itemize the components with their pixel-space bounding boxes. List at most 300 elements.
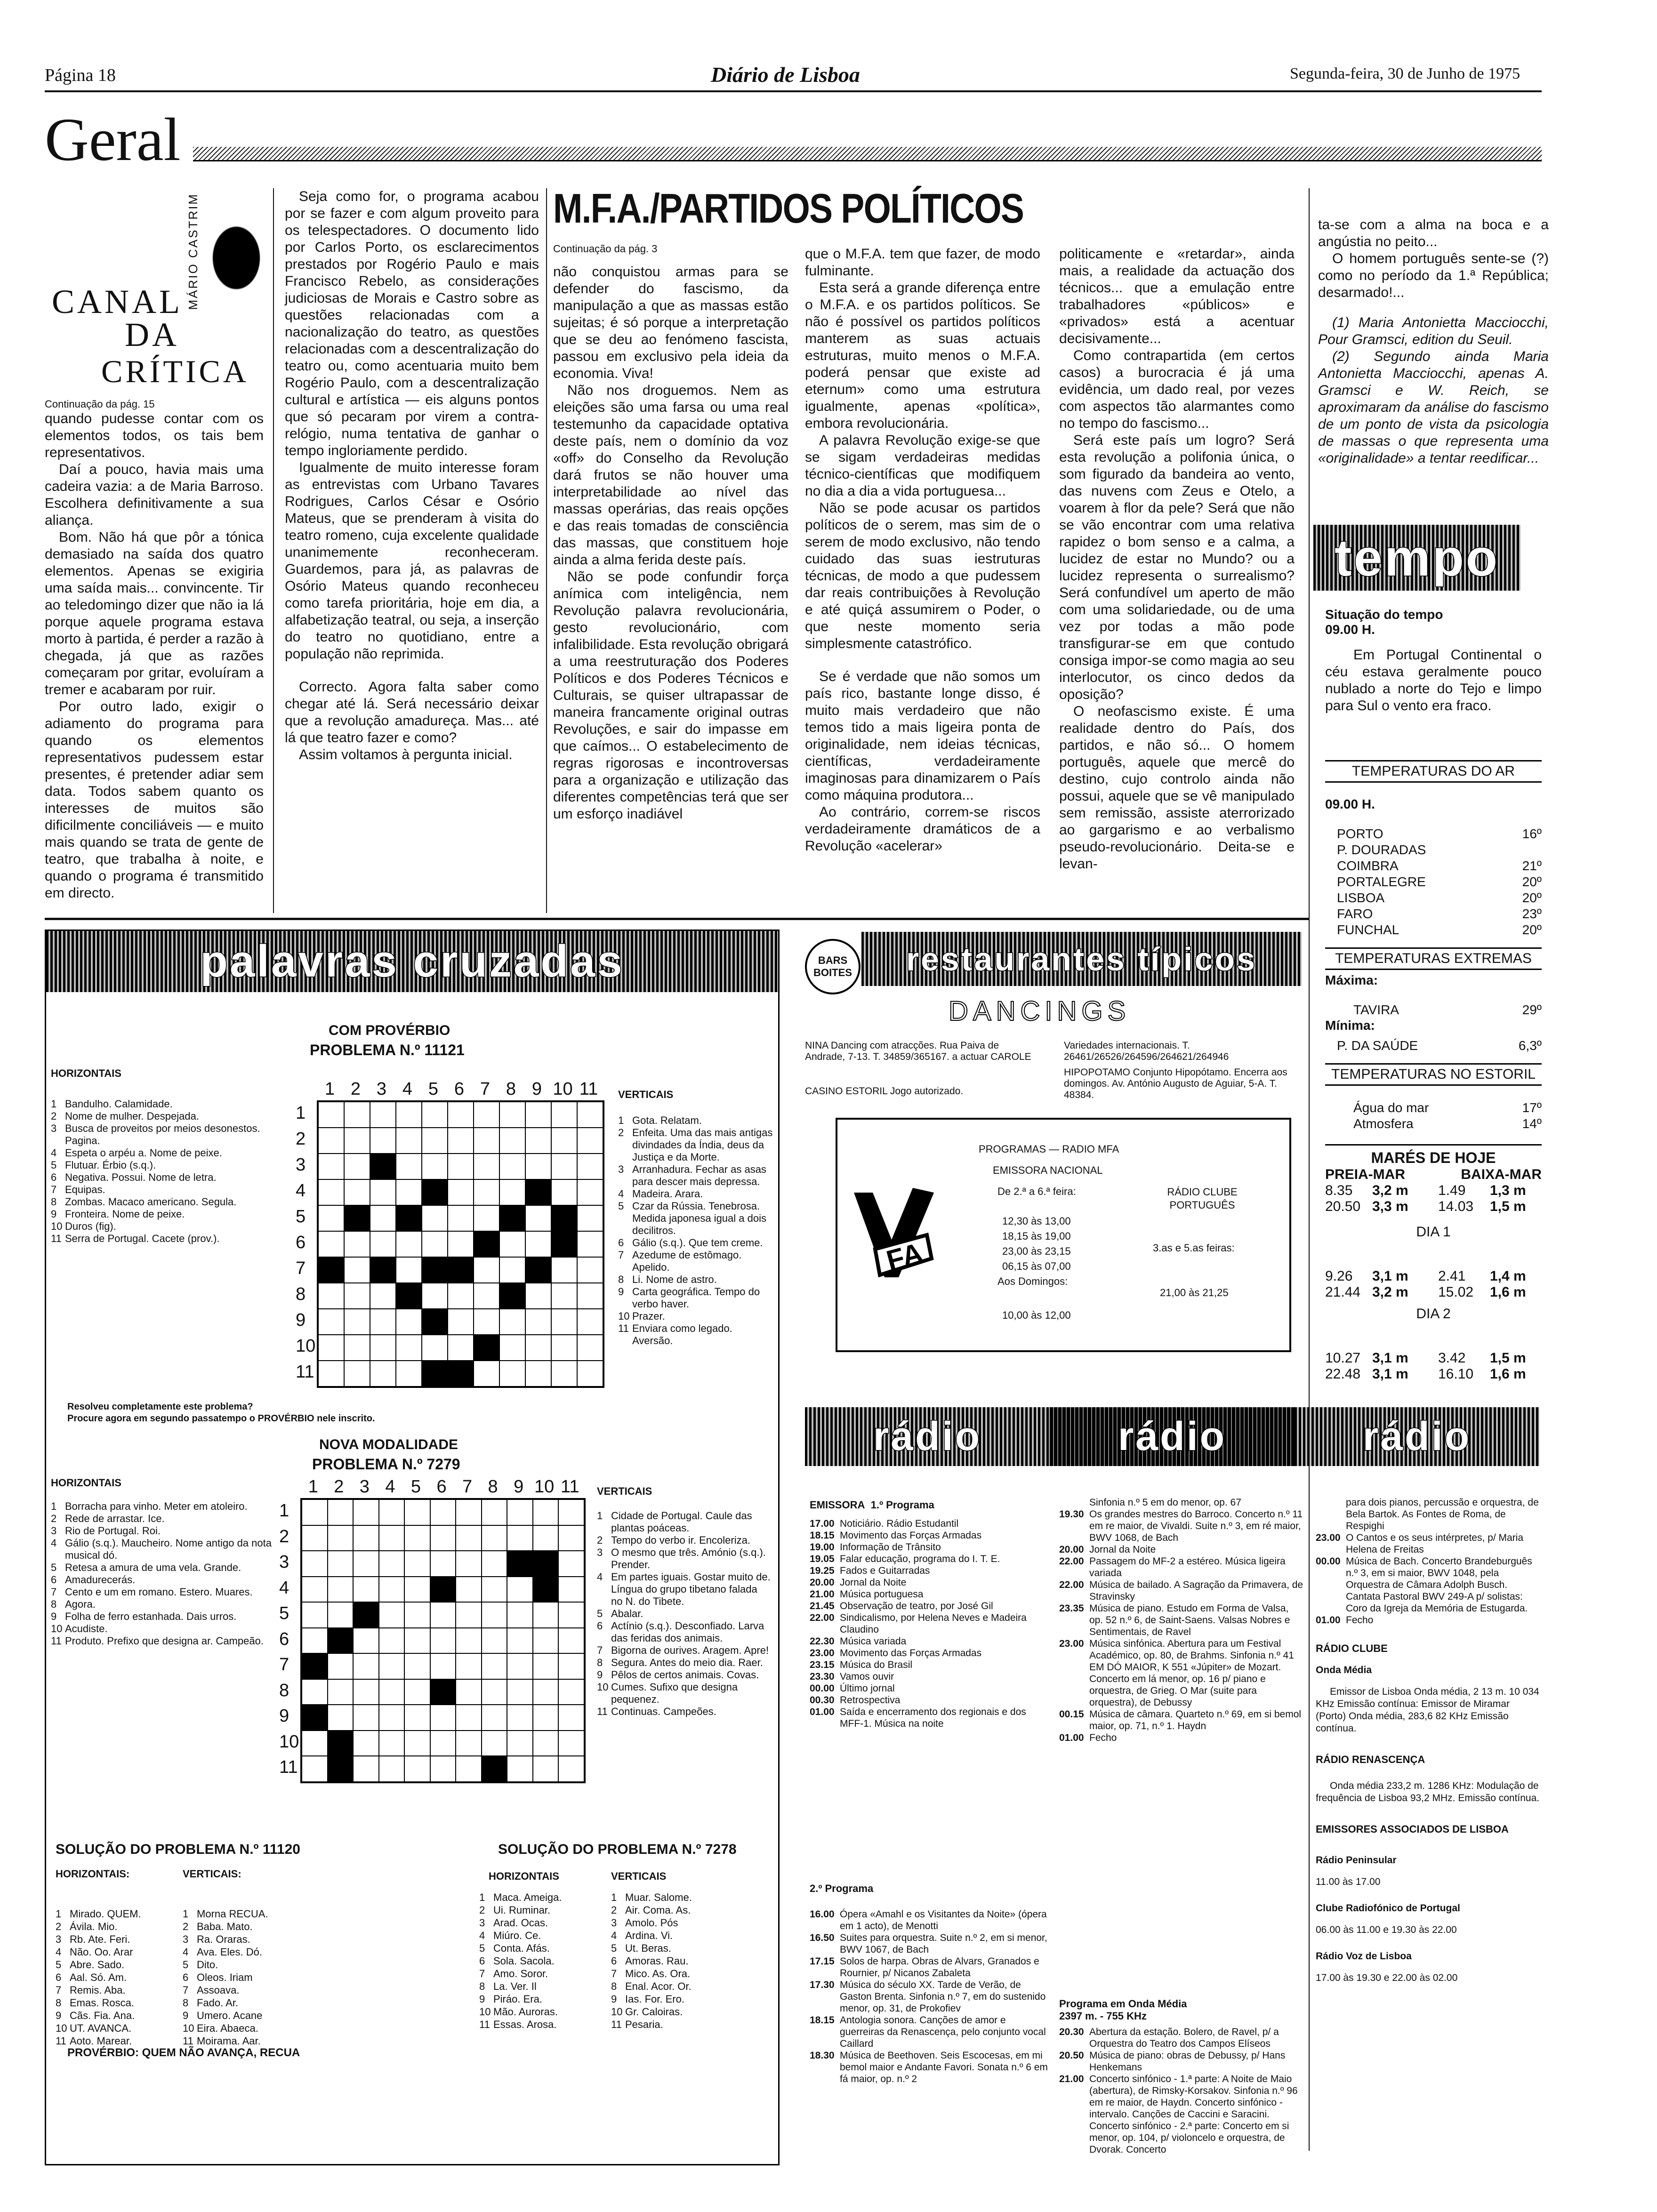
grid-cell[interactable] <box>482 1525 507 1551</box>
grid-cell[interactable] <box>456 1679 482 1705</box>
grid-cell[interactable] <box>558 1679 584 1705</box>
grid-cell[interactable] <box>456 1705 482 1731</box>
grid-cell[interactable] <box>344 1179 370 1205</box>
grid-cell[interactable] <box>533 1731 559 1756</box>
grid-cell[interactable] <box>456 1628 482 1654</box>
row-number: 7 <box>279 1655 290 1675</box>
grid-cell[interactable] <box>577 1283 603 1309</box>
grid-cell[interactable] <box>525 1154 551 1179</box>
grid-cell[interactable] <box>474 1335 499 1361</box>
clue <box>56 2035 178 2047</box>
grid-cell[interactable] <box>558 1525 584 1551</box>
grid-cell[interactable] <box>328 1731 354 1756</box>
grid-cell[interactable] <box>577 1179 603 1205</box>
grid-cell[interactable] <box>533 1551 559 1577</box>
grid-cell[interactable] <box>482 1551 507 1577</box>
grid-cell[interactable] <box>404 1653 430 1679</box>
clue-number: 1 <box>611 1891 617 1903</box>
grid-cell[interactable] <box>344 1154 370 1179</box>
grid-cell[interactable] <box>456 1525 482 1551</box>
dancings-label: DANCINGS <box>949 996 1131 1026</box>
grid-cell[interactable] <box>353 1731 379 1756</box>
grid-cell[interactable] <box>328 1551 354 1577</box>
grid-cell[interactable] <box>558 1628 584 1654</box>
grid-cell[interactable] <box>370 1128 396 1154</box>
emissora: EMISSORA <box>810 1499 865 1511</box>
mfa-days: De 2.ª a 6.ª feira: <box>997 1186 1076 1197</box>
grid-cell[interactable] <box>448 1231 474 1257</box>
grid-cell[interactable] <box>328 1628 354 1654</box>
clue-text: Umero. Acane <box>197 2010 263 2021</box>
column-number: 6 <box>436 1477 447 1497</box>
casino-ad: CASINO ESTORIL Jogo autorizado. <box>805 1086 964 1097</box>
grid-cell[interactable] <box>430 1705 456 1731</box>
grid-cell[interactable] <box>507 1499 533 1525</box>
clue <box>51 1537 277 1562</box>
grid-cell[interactable] <box>396 1128 422 1154</box>
grid-cell[interactable] <box>353 1499 379 1525</box>
grid-cell[interactable] <box>328 1756 354 1782</box>
grid-cell[interactable] <box>396 1205 422 1231</box>
grid-cell[interactable] <box>499 1154 525 1179</box>
grid-cell[interactable] <box>551 1205 577 1231</box>
grid-cell[interactable] <box>482 1731 507 1756</box>
grid-cell[interactable] <box>422 1309 448 1335</box>
radio-time: 19.30 <box>1059 1509 1084 1520</box>
grid-cell[interactable] <box>379 1653 405 1679</box>
grid-cell[interactable] <box>533 1499 559 1525</box>
grid-cell[interactable] <box>474 1128 499 1154</box>
grid-cell[interactable] <box>422 1361 448 1387</box>
grid-cell[interactable] <box>533 1577 559 1603</box>
grid-cell[interactable] <box>577 1257 603 1283</box>
grid-cell[interactable] <box>379 1525 405 1551</box>
grid-cell[interactable] <box>422 1335 448 1361</box>
grid-cell[interactable] <box>551 1154 577 1179</box>
radio-program: Ópera «Amahl e os Visitantes da Noite» (ópera em 1 acto), de Menotti <box>840 1909 1047 1931</box>
grid-cell[interactable] <box>370 1231 396 1257</box>
grid-cell[interactable] <box>344 1335 370 1361</box>
grid-cell[interactable] <box>448 1309 474 1335</box>
grid-cell[interactable] <box>318 1361 344 1387</box>
grid-cell[interactable] <box>318 1257 344 1283</box>
grid-cell[interactable] <box>525 1257 551 1283</box>
clue <box>618 1163 773 1188</box>
grid-cell[interactable] <box>396 1283 422 1309</box>
grid-cell[interactable] <box>525 1283 551 1309</box>
grid-cell[interactable] <box>448 1102 474 1128</box>
grid-cell[interactable] <box>507 1705 533 1731</box>
grid-cell[interactable] <box>302 1602 328 1628</box>
grid-cell[interactable] <box>430 1653 456 1679</box>
grid-cell[interactable] <box>396 1309 422 1335</box>
grid-cell[interactable] <box>370 1179 396 1205</box>
grid-cell[interactable] <box>370 1102 396 1128</box>
clue-number: 7 <box>618 1249 624 1261</box>
grid-cell[interactable] <box>353 1551 379 1577</box>
grid-cell[interactable] <box>344 1128 370 1154</box>
grid-cell[interactable] <box>499 1179 525 1205</box>
grid-cell[interactable] <box>353 1602 379 1628</box>
clue-text: Amolo. Pós <box>625 1917 678 1929</box>
grid-cell[interactable] <box>353 1679 379 1705</box>
grid-cell[interactable] <box>525 1205 551 1231</box>
clue-text: Enfeita. Uma das mais antigas divindades da Índia, deus da Justiça e da Morte. <box>632 1127 773 1163</box>
grid-cell[interactable] <box>422 1128 448 1154</box>
grid-cell[interactable] <box>353 1653 379 1679</box>
grid-cell[interactable] <box>353 1577 379 1603</box>
grid-cell[interactable] <box>302 1551 328 1577</box>
grid-cell[interactable] <box>430 1499 456 1525</box>
grid-cell[interactable] <box>533 1705 559 1731</box>
v: 10.27 <box>1325 1350 1361 1366</box>
grid-cell[interactable] <box>404 1731 430 1756</box>
grid-cell[interactable] <box>379 1577 405 1603</box>
grid-cell[interactable] <box>328 1705 354 1731</box>
grid-cell[interactable] <box>558 1653 584 1679</box>
grid-cell[interactable] <box>344 1205 370 1231</box>
grid-cell[interactable] <box>318 1179 344 1205</box>
row-number: 6 <box>296 1233 306 1252</box>
grid-cell[interactable] <box>353 1756 379 1782</box>
grid-cell[interactable] <box>507 1679 533 1705</box>
grid-cell[interactable] <box>404 1525 430 1551</box>
grid-cell[interactable] <box>328 1577 354 1603</box>
grid-cell[interactable] <box>456 1731 482 1756</box>
grid-cell[interactable] <box>404 1577 430 1603</box>
grid-cell[interactable] <box>302 1679 328 1705</box>
grid-cell[interactable] <box>499 1361 525 1387</box>
grid-cell[interactable] <box>525 1102 551 1128</box>
clue-number: 8 <box>479 1980 485 1992</box>
grid-cell[interactable] <box>302 1731 328 1756</box>
grid-cell[interactable] <box>499 1283 525 1309</box>
grid-cell[interactable] <box>551 1309 577 1335</box>
radio-program: Último jornal <box>840 1683 895 1694</box>
clue-text: Remis. Aba. <box>70 1984 126 1996</box>
grid-cell[interactable] <box>370 1205 396 1231</box>
grid-cell[interactable] <box>558 1602 584 1628</box>
grid-cell[interactable] <box>302 1577 328 1603</box>
grid-cell[interactable] <box>448 1179 474 1205</box>
grid-cell[interactable] <box>456 1756 482 1782</box>
grid-cell[interactable] <box>558 1551 584 1577</box>
v: 9.26 <box>1325 1268 1353 1284</box>
grid-cell[interactable] <box>379 1551 405 1577</box>
grid-cell[interactable] <box>448 1283 474 1309</box>
grid-cell[interactable] <box>379 1499 405 1525</box>
row-number: 2 <box>296 1129 306 1149</box>
ea-title: EMISSORES ASSOCIADOS DE LISBOA <box>1316 1823 1509 1835</box>
grid-cell[interactable] <box>422 1231 448 1257</box>
grid-cell[interactable] <box>430 1679 456 1705</box>
row-number: 3 <box>279 1552 290 1572</box>
grid-cell[interactable] <box>558 1499 584 1525</box>
grid-cell[interactable] <box>482 1653 507 1679</box>
grid-cell[interactable] <box>353 1705 379 1731</box>
grid-cell[interactable] <box>379 1628 405 1654</box>
grid-cell[interactable] <box>482 1705 507 1731</box>
grid-cell[interactable] <box>551 1257 577 1283</box>
grid-cell[interactable] <box>499 1102 525 1128</box>
v2-clues <box>597 1510 771 1718</box>
grid-cell[interactable] <box>507 1602 533 1628</box>
grid-cell[interactable] <box>456 1551 482 1577</box>
column-number: 5 <box>428 1079 439 1099</box>
grid-cell[interactable] <box>302 1653 328 1679</box>
grid-cell[interactable] <box>353 1525 379 1551</box>
grid-cell[interactable] <box>404 1756 430 1782</box>
grid-cell[interactable] <box>430 1602 456 1628</box>
grid-cell[interactable] <box>499 1231 525 1257</box>
grid-cell[interactable] <box>302 1499 328 1525</box>
grid-cell[interactable] <box>474 1257 499 1283</box>
v1-title: VERTICAIS <box>618 1089 674 1100</box>
grid-cell[interactable] <box>422 1102 448 1128</box>
grid-cell[interactable] <box>430 1628 456 1654</box>
grid-cell[interactable] <box>370 1361 396 1387</box>
grid-cell[interactable] <box>396 1257 422 1283</box>
grid-cell[interactable] <box>577 1102 603 1128</box>
grid-cell[interactable] <box>551 1361 577 1387</box>
clue-text: Nome de mulher. Despejada. <box>65 1110 199 1122</box>
grid-cell[interactable] <box>396 1179 422 1205</box>
grid-cell[interactable] <box>404 1551 430 1577</box>
grid-cell[interactable] <box>302 1705 328 1731</box>
grid-cell[interactable] <box>302 1525 328 1551</box>
grid-cell[interactable] <box>422 1179 448 1205</box>
grid-cell[interactable] <box>558 1705 584 1731</box>
grid-cell[interactable] <box>370 1257 396 1283</box>
grid-cell[interactable] <box>448 1361 474 1387</box>
grid-cell[interactable] <box>551 1128 577 1154</box>
grid-cell[interactable] <box>525 1309 551 1335</box>
grid-cell[interactable] <box>422 1154 448 1179</box>
grid-cell[interactable] <box>344 1361 370 1387</box>
grid-cell[interactable] <box>577 1205 603 1231</box>
grid-cell[interactable] <box>370 1154 396 1179</box>
grid-cell[interactable] <box>456 1653 482 1679</box>
radio-item <box>1059 1603 1304 1638</box>
grid-cell[interactable] <box>474 1309 499 1335</box>
grid-cell[interactable] <box>577 1361 603 1387</box>
grid-cell[interactable] <box>507 1731 533 1756</box>
grid-cell[interactable] <box>379 1602 405 1628</box>
grid-cell[interactable] <box>551 1179 577 1205</box>
grid-cell[interactable] <box>404 1628 430 1654</box>
grid-cell[interactable] <box>328 1602 354 1628</box>
grid-cell[interactable] <box>456 1577 482 1603</box>
clue <box>611 1904 733 1916</box>
grid-cell[interactable] <box>344 1102 370 1128</box>
clue-number: 2 <box>56 1921 62 1932</box>
grid-cell[interactable] <box>344 1283 370 1309</box>
grid-cell[interactable] <box>507 1577 533 1603</box>
grid-cell[interactable] <box>318 1154 344 1179</box>
grid-cell[interactable] <box>482 1756 507 1782</box>
grid-cell[interactable] <box>525 1179 551 1205</box>
clue-text: Rb. Ate. Feri. <box>70 1933 130 1945</box>
grid-cell[interactable] <box>396 1335 422 1361</box>
grid-cell[interactable] <box>533 1653 559 1679</box>
grid-cell[interactable] <box>577 1128 603 1154</box>
row-number: 2 <box>279 1526 290 1547</box>
grid-cell[interactable] <box>430 1756 456 1782</box>
solution2-horizontal <box>479 1891 602 2031</box>
grid-cell[interactable] <box>448 1154 474 1179</box>
grid-cell[interactable] <box>302 1756 328 1782</box>
temp-row <box>1337 890 1542 906</box>
grid-cell[interactable] <box>396 1154 422 1179</box>
grid-cell[interactable] <box>507 1628 533 1654</box>
grid-cell[interactable] <box>499 1335 525 1361</box>
grid-cell[interactable] <box>422 1205 448 1231</box>
grid-cell[interactable] <box>499 1257 525 1283</box>
grid-cell[interactable] <box>318 1283 344 1309</box>
grid-cell[interactable] <box>551 1231 577 1257</box>
grid-cell[interactable] <box>474 1154 499 1179</box>
max-row <box>1353 1002 1542 1018</box>
grid-cell[interactable] <box>318 1309 344 1335</box>
clue <box>618 1127 773 1163</box>
grid-cell[interactable] <box>404 1679 430 1705</box>
grid-cell[interactable] <box>577 1154 603 1179</box>
grid-cell[interactable] <box>430 1731 456 1756</box>
grid-cell[interactable] <box>551 1283 577 1309</box>
clue <box>56 1984 178 1996</box>
grid-cell[interactable] <box>525 1128 551 1154</box>
grid-cell[interactable] <box>404 1499 430 1525</box>
grid-cell[interactable] <box>430 1551 456 1577</box>
grid-cell[interactable] <box>396 1361 422 1387</box>
grid-cell[interactable] <box>577 1231 603 1257</box>
grid-cell[interactable] <box>353 1628 379 1654</box>
grid-cell[interactable] <box>474 1205 499 1231</box>
grid-cell[interactable] <box>404 1705 430 1731</box>
grid-cell[interactable] <box>558 1756 584 1782</box>
grid-cell[interactable] <box>456 1602 482 1628</box>
row-number: 11 <box>296 1362 314 1382</box>
column-number: 2 <box>334 1477 344 1497</box>
grid-cell[interactable] <box>499 1309 525 1335</box>
grid-cell[interactable] <box>344 1309 370 1335</box>
grid-cell[interactable] <box>533 1756 559 1782</box>
grid-cell[interactable] <box>474 1179 499 1205</box>
grid-cell[interactable] <box>474 1361 499 1387</box>
grid-cell[interactable] <box>448 1257 474 1283</box>
grid-cell[interactable] <box>482 1679 507 1705</box>
grid-cell[interactable] <box>507 1525 533 1551</box>
grid-cell[interactable] <box>474 1102 499 1128</box>
paragraph: Daí a pouco, havia mais uma cadeira vazia: a de Maria Barroso. Escolhera definitivamente a sua aliança. <box>45 462 264 528</box>
grid-cell[interactable] <box>318 1231 344 1257</box>
grid-cell[interactable] <box>318 1335 344 1361</box>
grid-cell[interactable] <box>318 1128 344 1154</box>
grid-cell[interactable] <box>507 1551 533 1577</box>
clue-number: 4 <box>56 1946 62 1958</box>
grid-cell[interactable] <box>396 1231 422 1257</box>
clue <box>51 1208 291 1220</box>
radio-program: Saída e encerramento dos regionais e dos MFF-1. Música na noite <box>840 1707 1026 1729</box>
grid-cell[interactable] <box>456 1499 482 1525</box>
grid-cell[interactable] <box>533 1628 559 1654</box>
grid-cell[interactable] <box>379 1679 405 1705</box>
grid-cell[interactable] <box>551 1335 577 1361</box>
grid-cell[interactable] <box>430 1525 456 1551</box>
grid-cell[interactable] <box>448 1335 474 1361</box>
grid-cell[interactable] <box>499 1205 525 1231</box>
grid-cell[interactable] <box>558 1577 584 1603</box>
grid-cell[interactable] <box>482 1577 507 1603</box>
crossword-box <box>45 930 780 2165</box>
grid-cell[interactable] <box>474 1231 499 1257</box>
grid-cell[interactable] <box>328 1679 354 1705</box>
grid-cell[interactable] <box>379 1705 405 1731</box>
grid-cell[interactable] <box>379 1731 405 1756</box>
grid-cell[interactable] <box>448 1128 474 1154</box>
grid-cell[interactable] <box>396 1102 422 1128</box>
grid-cell[interactable] <box>525 1231 551 1257</box>
clue <box>51 1220 291 1233</box>
grid-cell[interactable] <box>474 1283 499 1309</box>
clue-text: Aoto. Marear. <box>70 2035 132 2047</box>
grid-cell[interactable] <box>302 1628 328 1654</box>
grid-cell[interactable] <box>328 1653 354 1679</box>
paragraph: politicamente e «retardar», ainda mais, a realidade da actuação dos técnicos... que a emulação entre trabalhadores «públicos» e «privados» está a acentuar decisivamente... <box>1059 246 1295 346</box>
grid-cell[interactable] <box>533 1602 559 1628</box>
grid-cell[interactable] <box>525 1335 551 1361</box>
grid-cell[interactable] <box>344 1231 370 1257</box>
grid-cell[interactable] <box>370 1309 396 1335</box>
grid-cell[interactable] <box>422 1283 448 1309</box>
grid-cell[interactable] <box>344 1257 370 1283</box>
grid-cell[interactable] <box>318 1102 344 1128</box>
grid-cell[interactable] <box>558 1731 584 1756</box>
grid-cell[interactable] <box>379 1756 405 1782</box>
grid-cell[interactable] <box>507 1756 533 1782</box>
grid-cell[interactable] <box>430 1577 456 1603</box>
clue-number: 9 <box>51 1208 57 1220</box>
grid-cell[interactable] <box>482 1628 507 1654</box>
grid-cell[interactable] <box>370 1283 396 1309</box>
grid-cell[interactable] <box>507 1653 533 1679</box>
grid-cell[interactable] <box>318 1205 344 1231</box>
row-number: 1 <box>296 1103 306 1123</box>
grid-cell[interactable] <box>577 1335 603 1361</box>
clue-number: 1 <box>479 1891 485 1903</box>
v: 15.02 <box>1438 1284 1474 1300</box>
grid-cell[interactable] <box>482 1602 507 1628</box>
grid-cell[interactable] <box>328 1499 354 1525</box>
grid-cell[interactable] <box>370 1335 396 1361</box>
v: 3,1 m <box>1372 1366 1408 1382</box>
row-number: 8 <box>296 1284 306 1304</box>
grid-cell[interactable] <box>422 1257 448 1283</box>
grid-cell[interactable] <box>533 1679 559 1705</box>
grid-cell[interactable] <box>533 1525 559 1551</box>
grid-cell[interactable] <box>328 1525 354 1551</box>
clue <box>611 1929 733 1942</box>
grid-cell[interactable] <box>404 1602 430 1628</box>
grid-cell[interactable] <box>482 1499 507 1525</box>
clue-number: 4 <box>183 1946 189 1958</box>
grid-cell[interactable] <box>577 1309 603 1335</box>
grid-cell[interactable] <box>551 1102 577 1128</box>
grid-cell[interactable] <box>448 1205 474 1231</box>
grid-cell[interactable] <box>499 1128 525 1154</box>
grid-cell[interactable] <box>525 1361 551 1387</box>
clue-text: Aal. Só. Am. <box>70 1972 127 1983</box>
